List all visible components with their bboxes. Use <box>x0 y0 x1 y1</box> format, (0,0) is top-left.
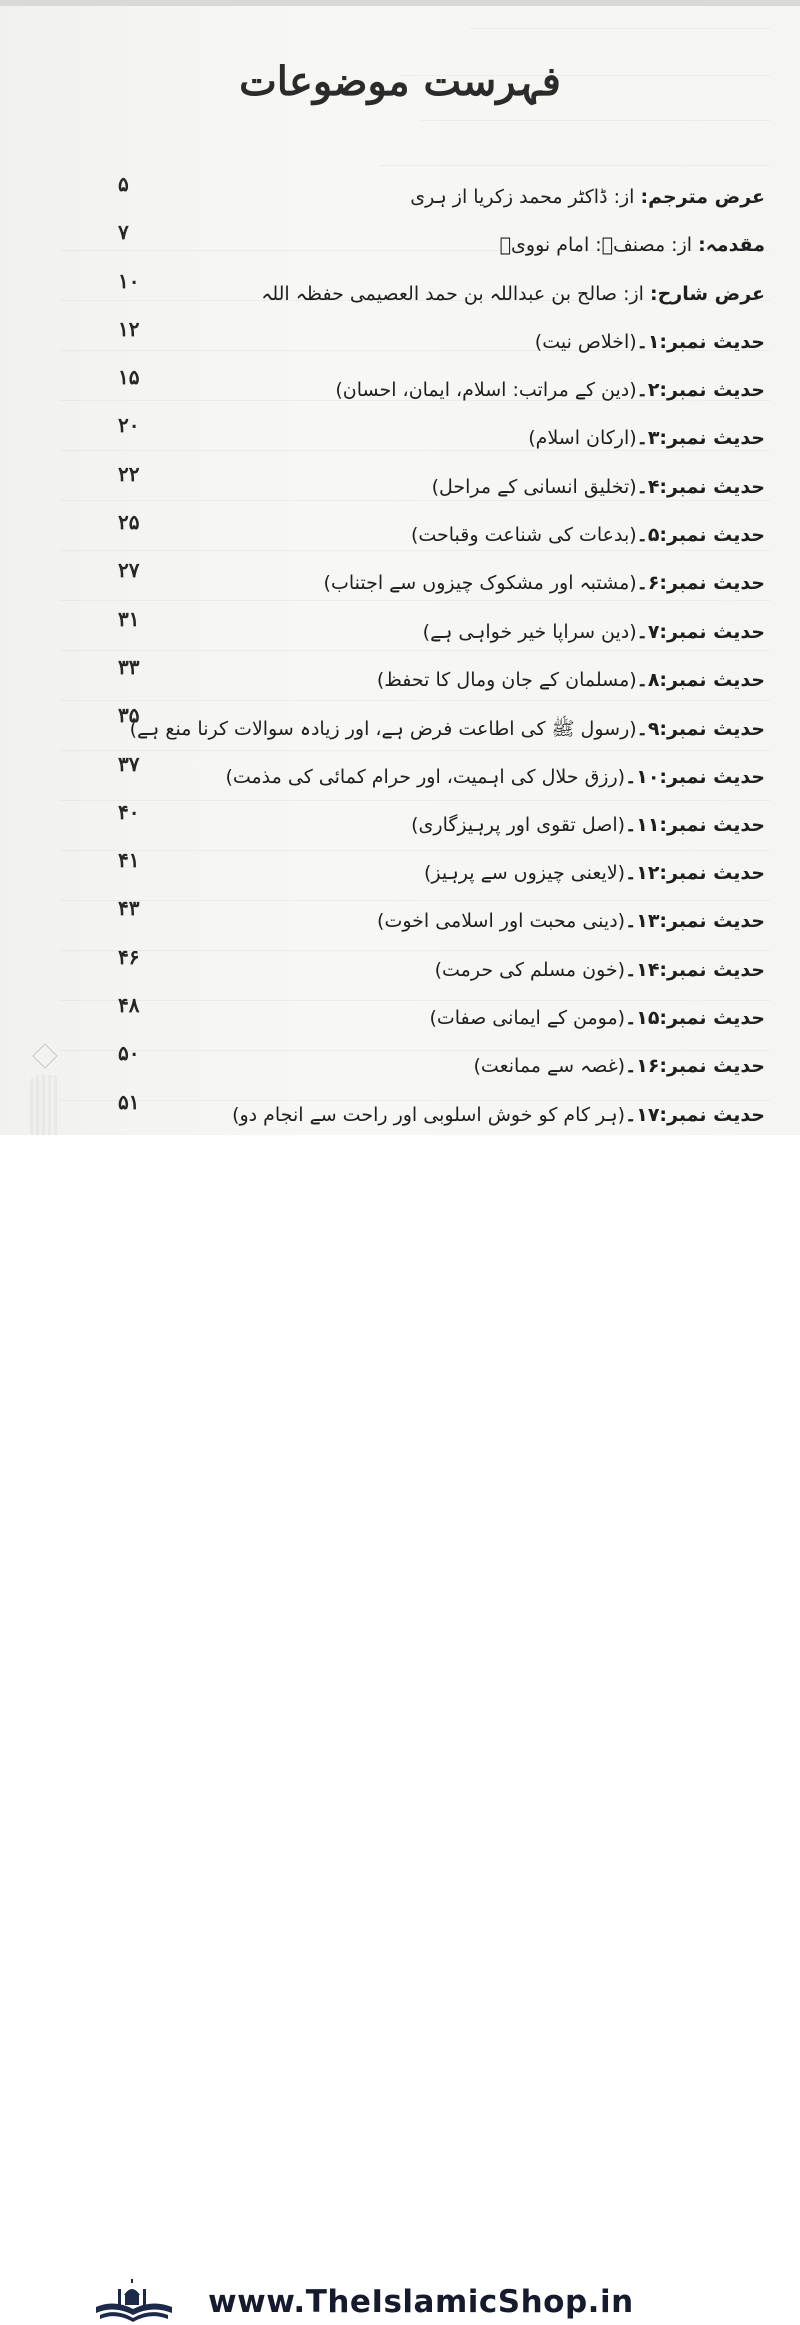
toc-entry-text <box>377 669 765 691</box>
website-url: www.TheIslamicShop.in <box>208 2284 634 2320</box>
toc-page-number: ۲۵ <box>118 510 140 535</box>
book-page <box>0 0 800 1135</box>
toc-entry-label: حدیث نمبر:۳۔ <box>636 427 765 450</box>
toc-entry-text <box>411 524 765 546</box>
toc-entry-topic: (اخلاص نیت) <box>534 330 637 353</box>
toc-page-number: ۴۸ <box>118 993 140 1018</box>
toc-entry-text <box>232 1104 765 1126</box>
toc-entry <box>0 945 800 993</box>
toc-entry <box>0 462 800 510</box>
toc-entry <box>0 317 800 365</box>
toc-entry-topic: (مشتبہ اور مشکوک چیزوں سے اجتناب) <box>323 572 637 595</box>
toc-page-number: ۲۲ <box>118 461 140 486</box>
toc-entry <box>0 607 800 655</box>
toc-entry-label: حدیث نمبر:۴۔ <box>636 475 765 498</box>
toc-entry-label: حدیث نمبر:۱۳۔ <box>625 910 765 933</box>
toc-entry <box>0 558 800 606</box>
toc-entry-text <box>377 910 765 932</box>
toc-entry-label: حدیث نمبر:۱۷۔ <box>625 1103 765 1126</box>
toc-entry-text <box>335 379 765 401</box>
toc-entry <box>0 172 800 220</box>
toc-entry <box>0 220 800 268</box>
toc-entry-text <box>410 186 765 208</box>
table-of-contents <box>0 172 800 1135</box>
toc-entry-topic: (دین سراپا خیر خواہی ہے) <box>422 620 637 643</box>
toc-entry-label: حدیث نمبر:۸۔ <box>636 668 765 691</box>
toc-entry <box>0 848 800 896</box>
toc-entry-topic: از: ڈاکٹر محمد زکریا از ہری <box>410 186 641 208</box>
toc-page-number: ۱۲ <box>118 316 140 341</box>
toc-entry-label: حدیث نمبر:۷۔ <box>636 620 765 643</box>
toc-entry-text <box>500 234 765 256</box>
toc-entry <box>0 365 800 413</box>
toc-page-number: ۵ <box>118 172 129 196</box>
toc-entry-topic: (دینی محبت اور اسلامی اخوت) <box>377 910 626 933</box>
page-top-edge <box>0 0 800 6</box>
toc-page-number: ۵۰ <box>118 1041 140 1066</box>
toc-entry-topic: (خون مسلم کی حرمت) <box>434 958 626 981</box>
toc-entry-topic: (تخلیق انسانی کے مراحل) <box>431 475 637 498</box>
toc-entry-topic: (ارکان اسلام) <box>528 427 637 450</box>
toc-entry-topic: (دین کے مراتب: اسلام، ایمان، احسان) <box>335 379 637 402</box>
toc-entry-topic: (ہر کام کو خوش اسلوبی اور راحت سے انجام دو) <box>232 1103 626 1126</box>
toc-entry-text <box>130 717 765 745</box>
toc-entry-label: حدیث نمبر:۱۵۔ <box>625 1007 765 1030</box>
toc-page-number: ۲۷ <box>118 558 140 583</box>
toc-entry-text <box>424 862 765 884</box>
book-spine-decoration <box>30 1075 60 1135</box>
toc-entry <box>0 993 800 1041</box>
toc-entry-text <box>411 814 765 836</box>
toc-entry <box>0 655 800 703</box>
toc-entry-label: حدیث نمبر:۱۱۔ <box>625 813 765 836</box>
toc-page-number: ۵۱ <box>118 1089 140 1114</box>
toc-entry-label: حدیث نمبر:۱۔ <box>636 330 765 353</box>
toc-entry-topic: (اصل تقوی اور پرہیزگاری) <box>411 813 626 836</box>
toc-entry <box>0 413 800 461</box>
toc-page-number: ۲۰ <box>118 413 140 438</box>
toc-page-number: ۷ <box>118 220 129 245</box>
toc-entry-topic: از: مصنفؒ: امام نوویؒ <box>499 234 699 257</box>
toc-entry-topic: (مسلمان کے جان ومال کا تحفظ) <box>376 668 637 691</box>
toc-entry-label: حدیث نمبر:۵۔ <box>636 524 765 547</box>
toc-entry-text <box>324 572 765 594</box>
toc-entry-text <box>528 427 765 449</box>
toc-page-number: ۴۰ <box>118 799 140 824</box>
toc-entry-text <box>535 331 765 353</box>
toc-entry-label: حدیث نمبر:۱۶۔ <box>625 1055 765 1078</box>
toc-entry-text <box>432 476 765 498</box>
toc-entry-label: عرض شارح: <box>649 282 765 305</box>
toc-entry-topic: (رسول ﷺ کی اطاعت فرض ہے، اور زیادہ سوالات کرنا منع ہے) <box>129 718 637 741</box>
toc-entry-label: حدیث نمبر:۱۴۔ <box>625 958 765 981</box>
toc-entry <box>0 510 800 558</box>
toc-page-number: ۱۵ <box>118 365 140 390</box>
toc-entry <box>0 800 800 848</box>
toc-entry-text <box>261 283 765 305</box>
toc-page-number: ۴۱ <box>118 848 140 873</box>
footer-bar <box>0 1135 800 2320</box>
toc-entry-text <box>429 1007 765 1029</box>
toc-page-number: ۳۱ <box>118 606 140 631</box>
toc-entry <box>0 1041 800 1089</box>
toc-entry-text <box>225 766 765 788</box>
toc-entry-label: حدیث نمبر:۶۔ <box>636 572 765 595</box>
toc-entry-topic: (مومن کے ایمانی صفات) <box>429 1007 626 1030</box>
toc-page-number: ۴۶ <box>118 944 140 969</box>
toc-page-number: ۴۳ <box>118 896 140 921</box>
toc-page-number: ۳۵ <box>118 703 140 728</box>
toc-entry <box>0 1090 800 1135</box>
toc-entry-topic: از: صالح بن عبداللہ بن حمد العصیمی حفظہ اللہ <box>261 282 650 305</box>
toc-entry-topic: (لایعنی چیزوں سے پرہیز) <box>424 862 626 885</box>
page-title: فہرست موضوعات <box>239 58 561 105</box>
toc-entry-label: عرض مترجم: <box>640 186 765 208</box>
toc-entry-label: حدیث نمبر:۱۰۔ <box>625 765 765 788</box>
toc-entry <box>0 896 800 944</box>
toc-entry-label: حدیث نمبر:۲۔ <box>636 379 765 402</box>
book-mosque-logo-icon <box>92 2277 176 2325</box>
toc-entry-text <box>474 1055 766 1077</box>
toc-entry-topic: (غصہ سے ممانعت) <box>473 1055 626 1078</box>
toc-entry <box>0 269 800 317</box>
toc-entry <box>0 752 800 800</box>
toc-entry-text <box>435 959 765 981</box>
toc-entry-text <box>423 621 765 643</box>
toc-entry-label: حدیث نمبر:۱۲۔ <box>625 862 765 885</box>
toc-page-number: ۳۳ <box>118 654 140 679</box>
toc-entry <box>0 703 800 751</box>
toc-entry-topic: (رزق حلال کی اہمیت، اور حرام کمائی کی مذمت) <box>225 765 626 788</box>
toc-entry-topic: (بدعات کی شناعت وقباحت) <box>410 524 637 547</box>
toc-entry-label: حدیث نمبر:۹۔ <box>636 718 765 741</box>
toc-page-number: ۳۷ <box>118 751 140 776</box>
toc-entry-label: مقدمہ: <box>698 234 765 257</box>
toc-page-number: ۱۰ <box>118 268 140 293</box>
